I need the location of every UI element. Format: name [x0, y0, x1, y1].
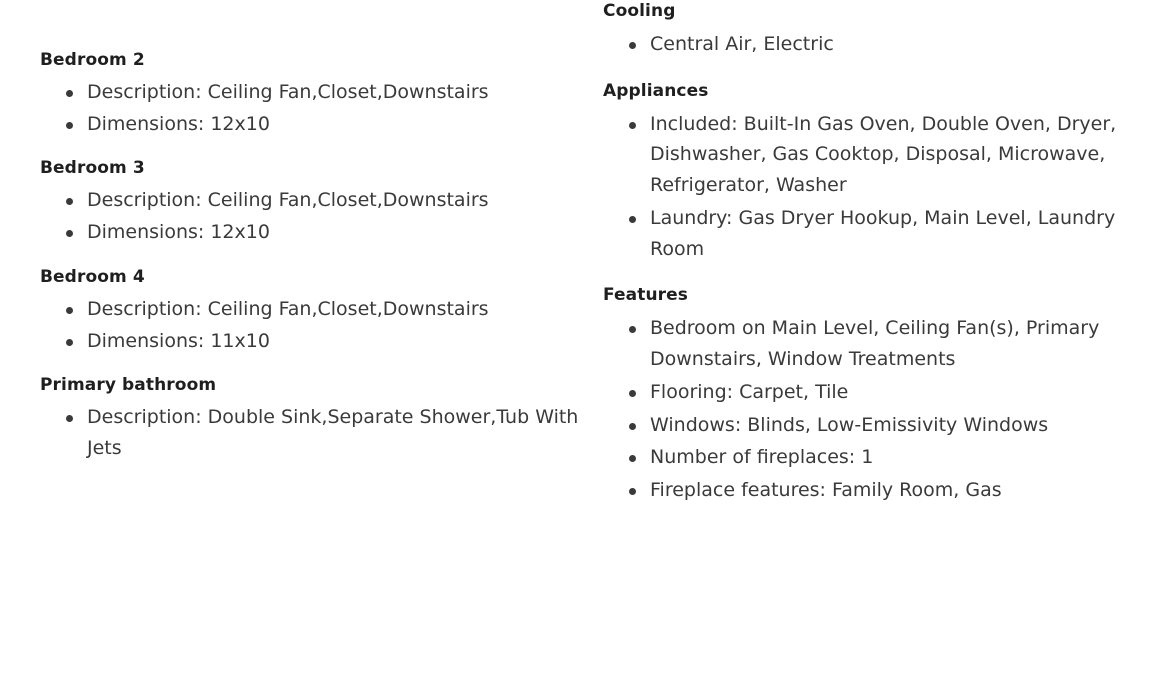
section-item-list — [603, 109, 1148, 265]
section-title: Features — [603, 285, 688, 306]
list-item: Description: Ceiling Fan,Closet,Downstairs — [40, 77, 580, 108]
right-column — [603, 0, 1148, 526]
list-item: Description: Ceiling Fan,Closet,Downstairs — [40, 294, 580, 325]
section-title: Primary bathroom — [40, 375, 217, 396]
section-primary-bathroom — [40, 374, 580, 463]
section-bedroom-4 — [40, 266, 580, 356]
list-item: Laundry: Gas Dryer Hookup, Main Level, Laundry Room — [603, 203, 1148, 265]
section-title: Bedroom 4 — [40, 266, 145, 287]
section-features — [603, 284, 1148, 506]
list-item: Included: Built-In Gas Oven, Double Oven, Dryer, Dishwasher, Gas Cooktop, Disposal, Microwave, Refrigerator, Washer — [603, 109, 1148, 201]
section-title: Appliances — [603, 80, 709, 101]
list-item: Fireplace features: Family Room, Gas — [603, 475, 1148, 506]
list-item: Windows: Blinds, Low-Emissivity Windows — [603, 410, 1148, 441]
section-item-list — [603, 29, 1148, 60]
list-item: Number of fireplaces: 1 — [603, 442, 1148, 473]
left-column — [40, 0, 580, 482]
section-item-list — [40, 294, 580, 357]
list-item: Dimensions: 12x10 — [40, 217, 580, 248]
list-item: Dimensions: 12x10 — [40, 109, 580, 140]
section-item-list — [40, 77, 580, 140]
section-appliances — [603, 80, 1148, 265]
left-column-top-spacer — [40, 0, 580, 49]
section-item-list — [40, 185, 580, 248]
section-item-list — [40, 402, 580, 464]
list-item: Bedroom on Main Level, Ceiling Fan(s), Primary Downstairs, Window Treatments — [603, 313, 1148, 375]
list-item: Central Air, Electric — [603, 29, 1148, 60]
section-title: Bedroom 2 — [40, 50, 145, 70]
section-item-list — [603, 313, 1148, 506]
section-bedroom-3 — [40, 157, 580, 247]
section-title: Bedroom 3 — [40, 158, 145, 179]
list-item: Description: Double Sink,Separate Shower,Tub With Jets — [40, 402, 580, 464]
section-cooling — [603, 0, 1148, 60]
list-item: Description: Ceiling Fan,Closet,Downstairs — [40, 185, 580, 216]
section-title: Cooling — [603, 1, 676, 21]
list-item: Dimensions: 11x10 — [40, 326, 580, 357]
section-bedroom-2 — [40, 49, 580, 139]
list-item: Flooring: Carpet, Tile — [603, 377, 1148, 408]
